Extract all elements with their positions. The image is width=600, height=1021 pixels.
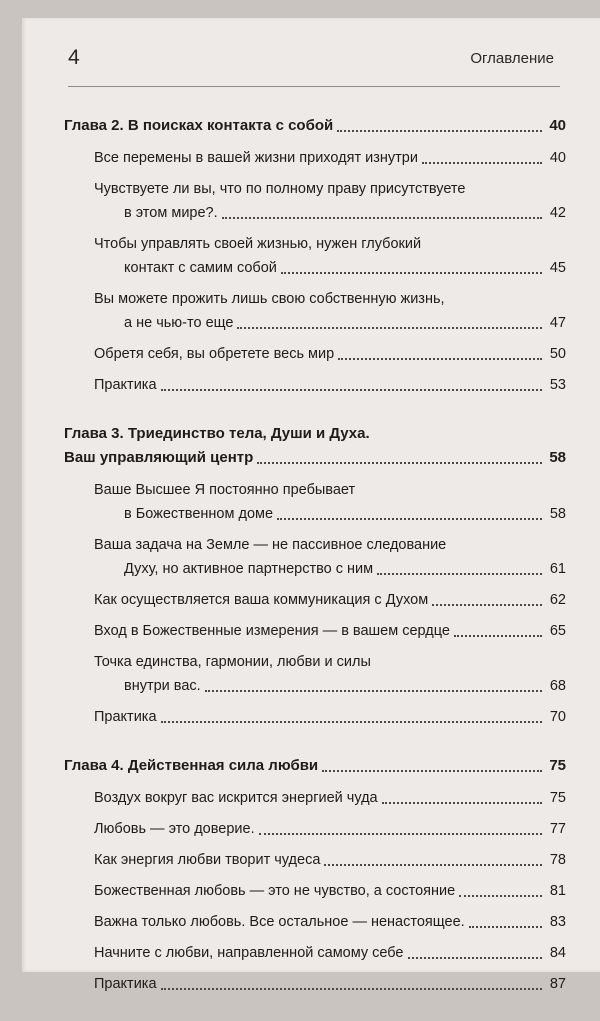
toc-line[interactable]	[94, 879, 566, 903]
toc-page-number: 83	[549, 914, 566, 930]
toc-line[interactable]	[94, 817, 566, 841]
dot-leader	[281, 272, 542, 274]
toc-entry-title: Практика	[94, 377, 157, 393]
toc-entry[interactable]	[64, 478, 566, 526]
page-header	[68, 46, 554, 74]
toc-line[interactable]	[94, 910, 566, 934]
toc-entry-line: Ваша задача на Земле — не пассивное следование	[94, 537, 447, 553]
toc-page-number: 62	[549, 592, 566, 608]
toc-page-number: 53	[549, 377, 566, 393]
toc-line[interactable]	[94, 619, 566, 643]
toc-entry-title: Как осуществляется ваша коммуникация с Духом	[94, 592, 429, 608]
dot-leader	[322, 770, 542, 772]
chapter-block	[64, 422, 566, 729]
toc-page-number: 78	[549, 852, 566, 868]
dot-leader	[337, 130, 542, 132]
toc-line[interactable]	[94, 256, 566, 280]
toc-line[interactable]	[94, 674, 566, 698]
toc-entry-title: Божественная любовь — это не чувство, а состояние	[94, 883, 456, 899]
toc-entry[interactable]	[64, 287, 566, 335]
toc-page-number: 40	[549, 117, 566, 134]
toc-page-number: 47	[549, 315, 566, 331]
toc-page-number: 68	[549, 678, 566, 694]
toc-entry-title: Любовь — это доверие.	[94, 821, 255, 837]
toc-entry-title: Важна только любовь. Все остальное — ненастоящее.	[94, 914, 465, 930]
toc-entry[interactable]	[64, 533, 566, 581]
toc-entry[interactable]	[64, 848, 566, 872]
toc-line[interactable]	[94, 342, 566, 366]
dot-leader	[338, 358, 542, 360]
dot-leader	[259, 833, 542, 835]
chapter-title[interactable]	[64, 754, 566, 778]
dot-leader	[469, 926, 542, 928]
dot-leader	[222, 217, 542, 219]
toc-entry-title: Обретя себя, вы обретете весь мир	[94, 346, 335, 362]
toc-line[interactable]	[94, 848, 566, 872]
toc-line[interactable]	[94, 786, 566, 810]
page-number: 4	[68, 46, 80, 69]
toc-page-number: 45	[549, 260, 566, 276]
toc-line[interactable]	[94, 972, 566, 996]
toc-entry[interactable]	[64, 232, 566, 280]
toc-page-number: 58	[549, 506, 566, 522]
toc-entry-title: Ваш управляющий центр	[64, 449, 254, 466]
toc-entry-title: Практика	[94, 709, 157, 725]
dot-leader	[459, 895, 542, 897]
toc-entry[interactable]	[64, 177, 566, 225]
chapter-heading[interactable]	[64, 754, 566, 778]
toc-entry-title: Как энергия любви творит чудеса	[94, 852, 321, 868]
toc-entry-title: а не чью-то еще	[124, 315, 234, 331]
toc-page-number: 40	[549, 150, 566, 166]
toc-line[interactable]	[94, 941, 566, 965]
toc-entry[interactable]	[64, 650, 566, 698]
toc-entry-title: в этом мире?.	[124, 205, 218, 221]
chapter-block	[64, 114, 566, 397]
dot-leader	[205, 690, 542, 692]
dot-leader	[277, 518, 542, 520]
toc-line[interactable]	[94, 146, 566, 170]
toc-entry-title: Начните с любви, направленной самому себе	[94, 945, 404, 961]
chapter-heading[interactable]	[64, 114, 566, 138]
toc-entry[interactable]	[64, 373, 566, 397]
toc-page-number: 77	[549, 821, 566, 837]
toc-entry-title: Все перемены в вашей жизни приходят изнутри	[94, 150, 418, 166]
toc-entry[interactable]	[64, 910, 566, 934]
toc-entry-line: Вы можете прожить лишь свою собственную жизнь,	[94, 291, 445, 307]
toc-entry-title: в Божественном доме	[124, 506, 274, 522]
dot-leader	[422, 162, 542, 164]
chapter-heading[interactable]	[64, 422, 566, 470]
toc-entry[interactable]	[64, 786, 566, 810]
toc-page-number: 81	[549, 883, 566, 899]
toc-entry-title: Практика	[94, 976, 157, 992]
table-of-contents	[64, 114, 566, 1021]
toc-line[interactable]	[94, 557, 566, 581]
toc-page-number: 70	[549, 709, 566, 725]
toc-page-number: 75	[549, 757, 566, 774]
toc-entry-title: Духу, но активное партнерство с ним	[124, 561, 374, 577]
toc-entry-title: Воздух вокруг вас искрится энергией чуда	[94, 790, 378, 806]
toc-page-number: 75	[549, 790, 566, 806]
toc-entry-title: внутри вас.	[124, 678, 201, 694]
toc-entry[interactable]	[64, 705, 566, 729]
toc-entry-title: контакт с самим собой	[124, 260, 277, 276]
toc-entry-line: Ваше Высшее Я постоянно пребывает	[94, 482, 356, 498]
chapter-title-line: Глава 3. Триединство тела, Души и Духа.	[64, 425, 370, 442]
toc-entry[interactable]	[64, 817, 566, 841]
toc-line[interactable]	[94, 201, 566, 225]
dot-leader	[324, 864, 542, 866]
toc-line[interactable]	[94, 588, 566, 612]
toc-entry-line: Точка единства, гармонии, любви и силы	[94, 654, 371, 670]
running-title: Оглавление	[470, 50, 554, 67]
toc-entry[interactable]	[64, 619, 566, 643]
toc-page-number: 42	[549, 205, 566, 221]
toc-page-number: 58	[549, 449, 566, 466]
toc-entry-title: Вход в Божественные измерения — в вашем сердце	[94, 623, 450, 639]
toc-line[interactable]	[94, 311, 566, 335]
toc-entry[interactable]	[64, 588, 566, 612]
toc-entry-title: Глава 2. В поисках контакта с собой	[64, 117, 334, 134]
toc-page-number: 50	[549, 346, 566, 362]
chapter-block	[64, 754, 566, 996]
dot-leader	[454, 635, 542, 637]
dot-leader	[161, 988, 542, 990]
toc-entry[interactable]	[64, 342, 566, 366]
toc-entry[interactable]	[64, 879, 566, 903]
chapter-title[interactable]	[64, 114, 566, 138]
toc-line[interactable]	[94, 705, 566, 729]
book-page	[22, 18, 600, 992]
toc-entry-title: Глава 4. Действенная сила любви	[64, 757, 319, 774]
toc-page-number: 87	[549, 976, 566, 992]
toc-line[interactable]	[94, 373, 566, 397]
toc-line[interactable]	[94, 502, 566, 526]
toc-page-number: 65	[549, 623, 566, 639]
toc-entry-line: Чувствуете ли вы, что по полному праву присутствуете	[94, 181, 466, 197]
dot-leader	[432, 604, 542, 606]
toc-entry[interactable]	[64, 146, 566, 170]
toc-entry-line: Чтобы управлять своей жизнью, нужен глубокий	[94, 236, 422, 252]
chapter-title[interactable]	[64, 446, 566, 470]
toc-page-number: 84	[549, 945, 566, 961]
toc-entry[interactable]	[64, 941, 566, 965]
dot-leader	[377, 573, 542, 575]
dot-leader	[237, 327, 542, 329]
dot-leader	[161, 721, 542, 723]
toc-entry[interactable]	[64, 972, 566, 996]
toc-page-number: 61	[549, 561, 566, 577]
dot-leader	[382, 802, 542, 804]
header-rule	[68, 86, 560, 87]
dot-leader	[161, 389, 542, 391]
dot-leader	[408, 957, 543, 959]
dot-leader	[257, 462, 542, 464]
